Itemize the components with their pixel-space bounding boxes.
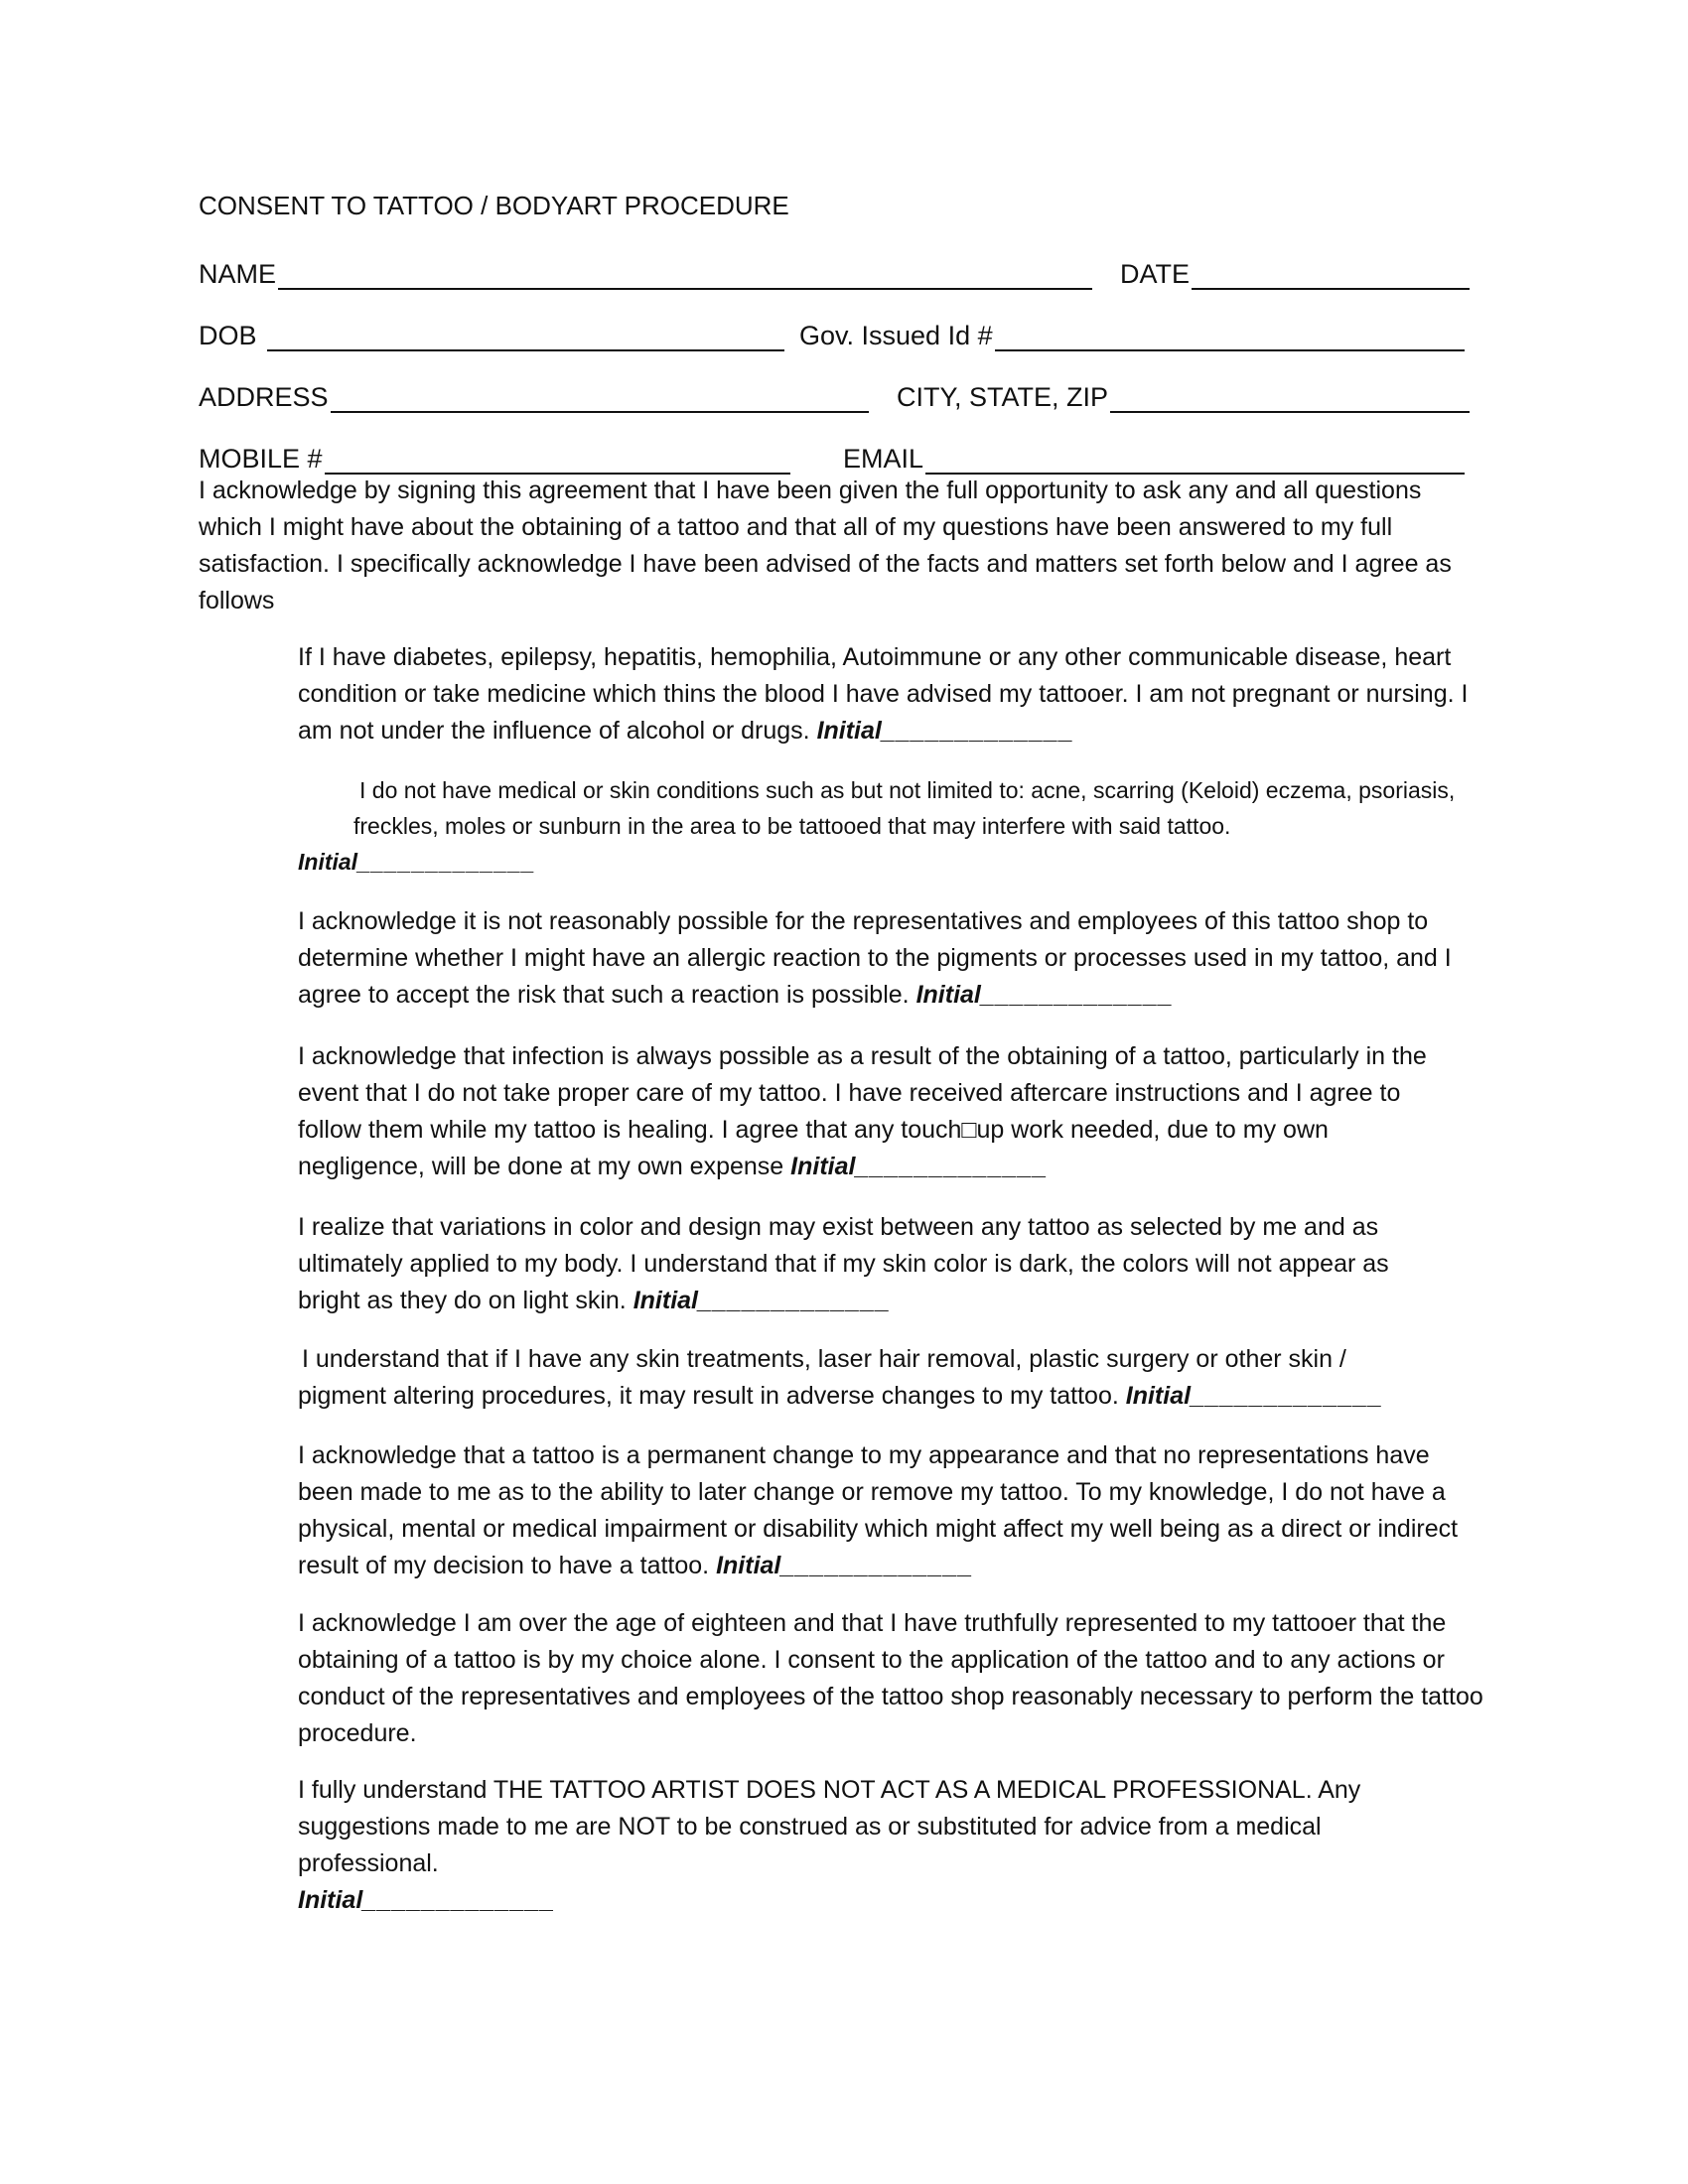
gov-id-label: Gov. Issued Id # (799, 321, 993, 350)
initial-blank[interactable]: _____________ (1191, 1382, 1383, 1410)
name-label: NAME (199, 259, 277, 289)
clause-text: I acknowledge that a tattoo is a permanent change to my appearance and that no representations have been made to me as to the ability to later change or remove my tattoo. To my knowledge, I do not have a physical, mental or medical impairment or disability which might affect my well being as a direct or indirect result of my decision to have a tattoo. (298, 1441, 1459, 1579)
clause-text: I realize that variations in color and design may exist between any tattoo as selected by me and as ultimately applied to my body. I understand that if my skin color is dark, the colors will not appear as bright as they do on light skin. (298, 1213, 1389, 1314)
date-label: DATE (1120, 259, 1191, 289)
initial-label: Initial (716, 1552, 781, 1579)
initial-label: Initial (1125, 1382, 1192, 1410)
city-state-zip-field[interactable] (897, 373, 1470, 413)
address-label: ADDRESS (199, 382, 329, 412)
initial-blank[interactable]: _____________ (855, 1153, 1049, 1180)
name-field[interactable] (199, 250, 1092, 290)
field-row-address (199, 373, 1475, 413)
initial-field[interactable] (1126, 1382, 1383, 1410)
field-row-mobile-email (199, 435, 1475, 475)
address-line[interactable] (331, 383, 869, 413)
clause-medical-conditions (298, 639, 1489, 750)
initial-field[interactable] (916, 981, 1174, 1009)
dob-label: DOB (199, 321, 257, 350)
city-state-zip-label: CITY, STATE, ZIP (897, 382, 1109, 412)
initial-label: Initial (298, 1886, 363, 1914)
intro-paragraph: I acknowledge by signing this agreement that I have been given the full opportunity to ask any and all questions which I might have about the obtaining of a tattoo and that all of my questions have been answered to my full satisfaction. I specifically acknowledge I have been advised of the facts and matters set forth below and I agree as follows (199, 477, 1452, 614)
clause-skin-treatments (298, 1341, 1440, 1415)
form-title: CONSENT TO TATTOO / BODYART PROCEDURE (199, 191, 789, 220)
initial-blank[interactable]: _____________ (780, 1552, 974, 1579)
initial-blank[interactable]: _____________ (881, 717, 1074, 745)
clause-not-medical-professional (298, 1772, 1440, 1919)
initial-field[interactable] (298, 1882, 1440, 1919)
gov-id-field[interactable] (799, 312, 1465, 351)
date-field[interactable] (1120, 250, 1470, 290)
clause-permanent-change (298, 1437, 1489, 1584)
gov-id-line[interactable] (995, 322, 1465, 351)
clause-text: I fully understand THE TATTOO ARTIST DOES NOT ACT AS A MEDICAL PROFESSIONAL. Any suggestions made to me are NOT to be construed as or substituted for advice from a medical professional. (298, 1776, 1361, 1877)
clause-text: I acknowledge that infection is always possible as a result of the obtaining of a tattoo, particularly in the event that I do not take proper care of my tattoo. I have received aftercare instructions and I agree to follow them while my tattoo is healing. I agree that any touch□up work needed, due to my own negligence, will be done at my own expense (298, 1042, 1427, 1180)
initial-label: Initial (633, 1287, 698, 1314)
clause-text: I acknowledge I am over the age of eighteen and that I have truthfully represented to my tattooer that the obtaining of a tattoo is by my choice alone. I consent to the application of the tattoo and to any actions or conduct of the representatives and employees of the tattoo shop reasonably necessary to perform the tattoo procedure. (298, 1609, 1483, 1747)
initial-field[interactable] (298, 844, 1489, 880)
city-state-zip-line[interactable] (1110, 383, 1470, 413)
clause-infection (298, 1038, 1440, 1185)
mobile-field[interactable] (199, 435, 790, 475)
clause-skin-conditions (298, 772, 1489, 880)
clause-text: I acknowledge it is not reasonably possible for the representatives and employees of this tattoo shop to determine whether I might have an allergic reaction to the pigments or processes used in my tattoo, and I agree to accept the risk that such a reaction is possible. (298, 907, 1452, 1009)
dob-field[interactable] (199, 312, 784, 351)
initial-blank[interactable]: _____________ (357, 849, 536, 875)
initial-field[interactable] (790, 1153, 1048, 1180)
clause-text: If I have diabetes, epilepsy, hepatitis, hemophilia, Autoimmune or any other communicable disease, heart condition or take medicine which thins the blood I have advised my tattooer. I am not pregnant or nursing. I am not under the influence of alcohol or drugs. (298, 643, 1469, 745)
clause-color-variation (298, 1209, 1440, 1319)
email-line[interactable] (925, 445, 1465, 475)
address-field[interactable] (199, 373, 869, 413)
mobile-line[interactable] (325, 445, 790, 475)
initial-field[interactable] (716, 1552, 973, 1579)
field-row-dob-id (199, 312, 1475, 351)
field-row-name-date (199, 250, 1475, 290)
email-field[interactable] (843, 435, 1465, 475)
initial-label: Initial (915, 981, 981, 1009)
mobile-label: MOBILE # (199, 444, 323, 474)
dob-line[interactable] (267, 322, 784, 351)
clause-age-consent (298, 1605, 1489, 1752)
initial-blank[interactable]: _____________ (362, 1886, 556, 1914)
clause-text: I understand that if I have any skin treatments, laser hair removal, plastic surgery or other skin / pigment altering procedures, it may result in adverse changes to my tattoo. (298, 1345, 1346, 1410)
clause-allergic-reaction (298, 903, 1489, 1014)
clause-text: I do not have medical or skin conditions such as but not limited to: acne, scarring (Keloid) eczema, psoriasis, freckles, moles or sunburn in the area to be tattooed that may interfere with said tattoo. (353, 777, 1456, 839)
initial-label: Initial (790, 1153, 856, 1180)
email-label: EMAIL (843, 444, 924, 474)
name-line[interactable] (278, 260, 1092, 290)
initial-label: Initial (298, 849, 358, 875)
initial-blank[interactable]: _____________ (698, 1287, 891, 1314)
initial-field[interactable] (633, 1287, 891, 1314)
initial-label: Initial (816, 717, 882, 745)
initial-field[interactable] (817, 717, 1074, 745)
initial-blank[interactable]: _____________ (980, 981, 1174, 1009)
date-line[interactable] (1192, 260, 1470, 290)
